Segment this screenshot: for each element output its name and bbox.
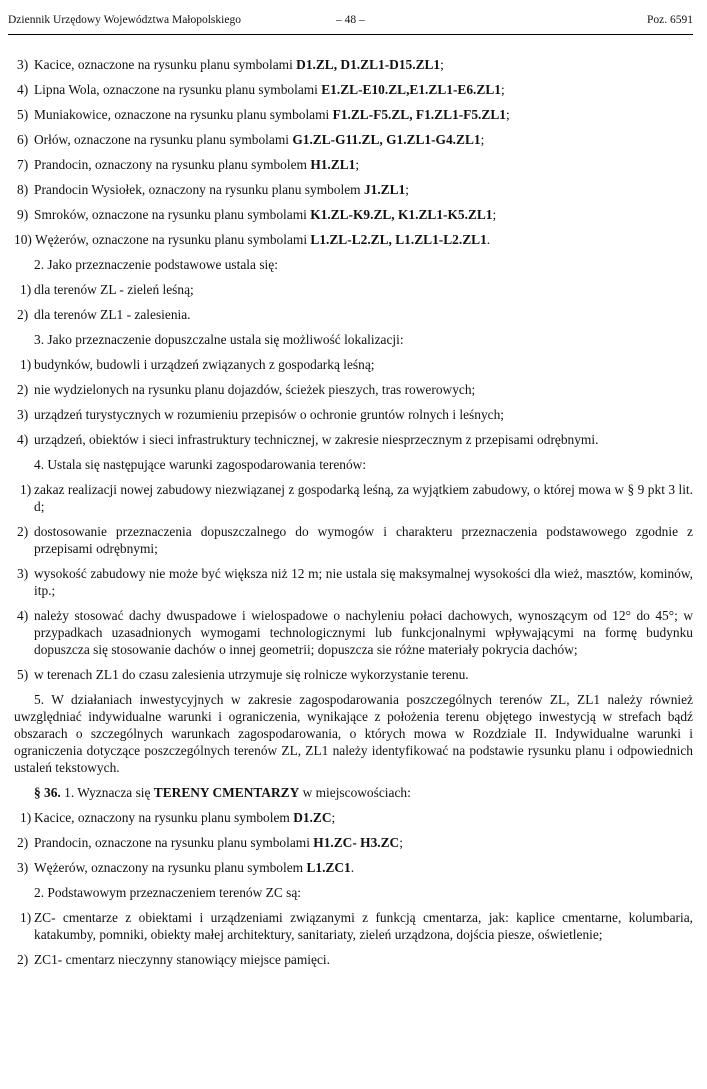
list-item: 3) wysokość zabudowy nie może być większa niż 12 m; nie ustala się maksymalnej wysokości dla wież, masztów, kominów, itp.;: [17, 566, 693, 598]
list-item: 7) Prandocin, oznaczony na rysunku planu symbolem H1.ZL1;: [17, 157, 360, 172]
list-item: 4) Lipna Wola, oznaczone na rysunku planu symbolami E1.ZL-E10.ZL,E1.ZL1-E6.ZL1;: [17, 82, 505, 97]
list-item: 1) dla terenów ZL - zieleń leśną;: [20, 282, 194, 297]
journal-title: Dziennik Urzędowy Województwa Małopolskiego: [8, 14, 241, 26]
list-item: 1) zakaz realizacji nowej zabudowy niezwiązanej z gospodarką leśną, za wyjątkiem zabudowy, o której mowa w § 9 pkt 3 lit. d;: [20, 482, 693, 514]
list-item: 5) w terenach ZL1 do czasu zalesienia utrzymuje się rolnicze wykorzystanie terenu.: [17, 667, 469, 682]
list-item: 2) Prandocin, oznaczone na rysunku planu symbolami H1.ZC- H3.ZC;: [17, 835, 403, 850]
list-item: 10) Wężerów, oznaczone na rysunku planu symbolami L1.ZL-L2.ZL, L1.ZL1-L2.ZL1.: [14, 232, 491, 247]
list-item: 3) Kacice, oznaczone na rysunku planu symbolami D1.ZL, D1.ZL1-D15.ZL1;: [17, 57, 444, 72]
list-item: 2) ZC1- cmentarz nieczynny stanowiący miejsce pamięci.: [17, 952, 330, 967]
document-body: [14, 56, 693, 976]
list-item: 3) urządzeń turystycznych w rozumieniu przepisów o ochronie gruntów rolnych i leśnych;: [17, 407, 505, 422]
list-item: 9) Smroków, oznaczone na rysunku planu symbolami K1.ZL-K9.ZL, K1.ZL1-K5.ZL1;: [17, 207, 497, 222]
list-item: 1) Kacice, oznaczony na rysunku planu symbolem D1.ZC;: [20, 810, 336, 825]
paragraph: 2. Podstawowym przeznaczeniem terenów ZC są:: [34, 885, 301, 900]
position-number: Poz. 6591: [647, 14, 693, 26]
list-item: 4) należy stosować dachy dwuspadowe i wielospadowe o nachyleniu połaci dachowych, wynoszącym od 12° do 45°; w przypadkach uzasadnionych wymogami technologicznymi lub funkcjonalnymi wpływającymi na formę budynku dopuszcza się stosowanie dachów o innej geometrii; dopuszcza sie różne materiały pokrycia dachów;: [17, 608, 693, 657]
page-header: [8, 12, 693, 35]
list-item: 2) dla terenów ZL1 - zalesienia.: [17, 307, 191, 322]
list-item: 2) nie wydzielonych na rysunku planu dojazdów, ścieżek pieszych, tras rowerowych;: [17, 382, 476, 397]
paragraph: 2. Jako przeznaczenie podstawowe ustala się:: [34, 257, 278, 272]
list-item: 8) Prandocin Wysiołek, oznaczony na rysunku planu symbolem J1.ZL1;: [17, 182, 409, 197]
paragraph: 4. Ustala się następujące warunki zagospodarowania terenów:: [34, 457, 367, 472]
list-item: 1) budynków, budowli i urządzeń związanych z gospodarką leśną;: [20, 357, 375, 372]
list-item: 6) Orłów, oznaczone na rysunku planu symbolami G1.ZL-G11.ZL, G1.ZL1-G4.ZL1;: [17, 132, 485, 147]
list-item: 4) urządzeń, obiektów i sieci infrastruktury technicznej, w zakresie niesprzecznym z przepisami odrębnymi.: [17, 432, 599, 447]
page-number: – 48 –: [336, 14, 365, 26]
section-36-heading: § 36. 1. Wyznacza się TERENY CMENTARZY w miejscowościach:: [34, 785, 411, 800]
list-item: 3) Wężerów, oznaczony na rysunku planu symbolem L1.ZC1.: [17, 860, 355, 875]
paragraph: 3. Jako przeznaczenie dopuszczalne ustala się możliwość lokalizacji:: [34, 332, 404, 347]
list-item: 1) ZC- cmentarze z obiektami i urządzeniami związanymi z funkcją cmentarza, jak: kaplice cmentarne, kolumbaria, katakumby, pomniki, obiekty małej architektury, sanitariaty, zieleń urządzona, dojścia piesze, oświetlenie;: [20, 910, 693, 942]
list-item: 2) dostosowanie przeznaczenia dopuszczalnego do wymogów i charakteru przeznaczenia podstawowego zgodnie z przepisami odrębnymi;: [17, 524, 693, 556]
paragraph: 5. W działaniach inwestycyjnych w zakresie zagospodarowania poszczególnych terenów ZL, ZL1 należy również uwzględniać indywidualne warunki i ograniczenia, wynikające z położenia terenu objętego inwestycją w strefach bądź obszarach o szczególnych warunkach zagospodarowania, o których mowa w Rozdziale II. Indywidualne warunki i ograniczenia dotyczące poszczególnych terenów ZL, ZL1 należy identyfikować na podstawie rysunku planu i odpowiednich ustaleń tekstowych.: [14, 692, 693, 775]
list-item: 5) Muniakowice, oznaczone na rysunku planu symbolami F1.ZL-F5.ZL, F1.ZL1-F5.ZL1;: [17, 107, 510, 122]
